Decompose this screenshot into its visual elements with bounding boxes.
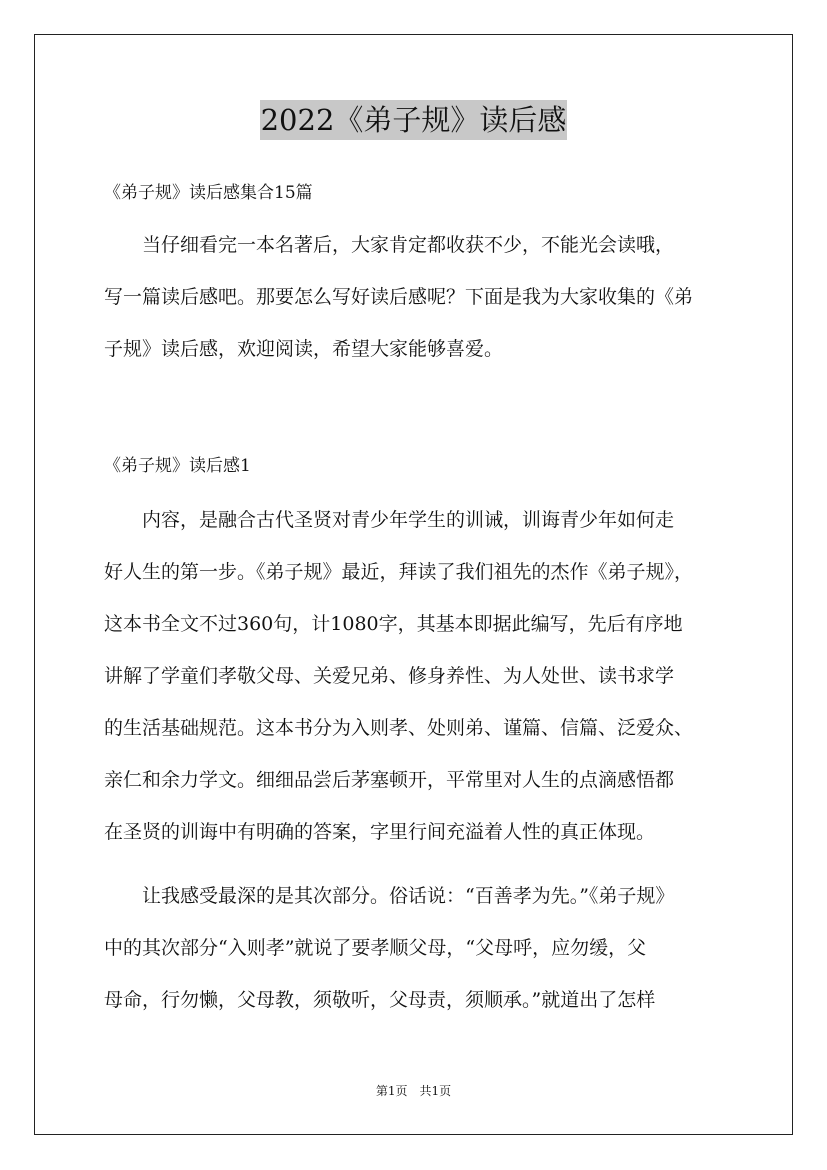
title-container: [0, 100, 827, 140]
text-line: 子规》读后感，欢迎阅读，希望大家能够喜爱。: [104, 338, 504, 360]
section-heading: 《弟子规》读后感1: [104, 456, 251, 476]
intro-paragraph: [104, 219, 744, 375]
body-paragraph-2: [104, 870, 744, 1026]
document-subtitle: 《弟子规》读后感集合15篇: [104, 183, 313, 203]
document-title: 2022《弟子规》读后感: [260, 100, 568, 140]
text-line: 中的其次部分“入则孝”就说了要孝顺父母，“父母呼，应勿缓，父: [104, 937, 647, 959]
text-line: 写一篇读后感吧。那要怎么写好读后感呢？下面是我为大家收集的《弟: [104, 286, 694, 308]
text-line: 母命，行勿懒，父母教，须敬听，父母责，须顺承。”就道出了怎样: [104, 989, 656, 1011]
text-line: 这本书全文不过360句，计1080字，其基本即据此编写，先后有序地: [104, 613, 683, 635]
text-line: 在圣贤的训诲中有明确的答案，字里行间充溢着人性的真正体现。: [104, 821, 656, 843]
text-line: 讲解了学童们孝敬父母、关爱兄弟、修身养性、为人处世、读书求学: [104, 665, 675, 687]
page-footer: 第1页 共1页: [375, 1084, 452, 1098]
body-paragraph-1: [104, 494, 744, 858]
text-line: 好人生的第一步。《弟子规》最近，拜读了我们祖先的杰作《弟子规》，: [104, 561, 694, 583]
text-line: 当仔细看完一本名著后，大家肯定都收获不少，不能光会读哦，: [104, 234, 675, 256]
text-line: 亲仁和余力学文。细细品尝后茅塞顿开，平常里对人生的点滴感悟都: [104, 769, 675, 791]
text-line: 让我感受最深的是其次部分。俗话说：“百善孝为先。”《弟子规》: [104, 885, 675, 907]
text-line: 的生活基础规范。这本书分为入则孝、处则弟、谨篇、信篇、泛爱众、: [104, 717, 694, 739]
text-line: 内容，是融合古代圣贤对青少年学生的训诫，训诲青少年如何走: [104, 509, 675, 531]
